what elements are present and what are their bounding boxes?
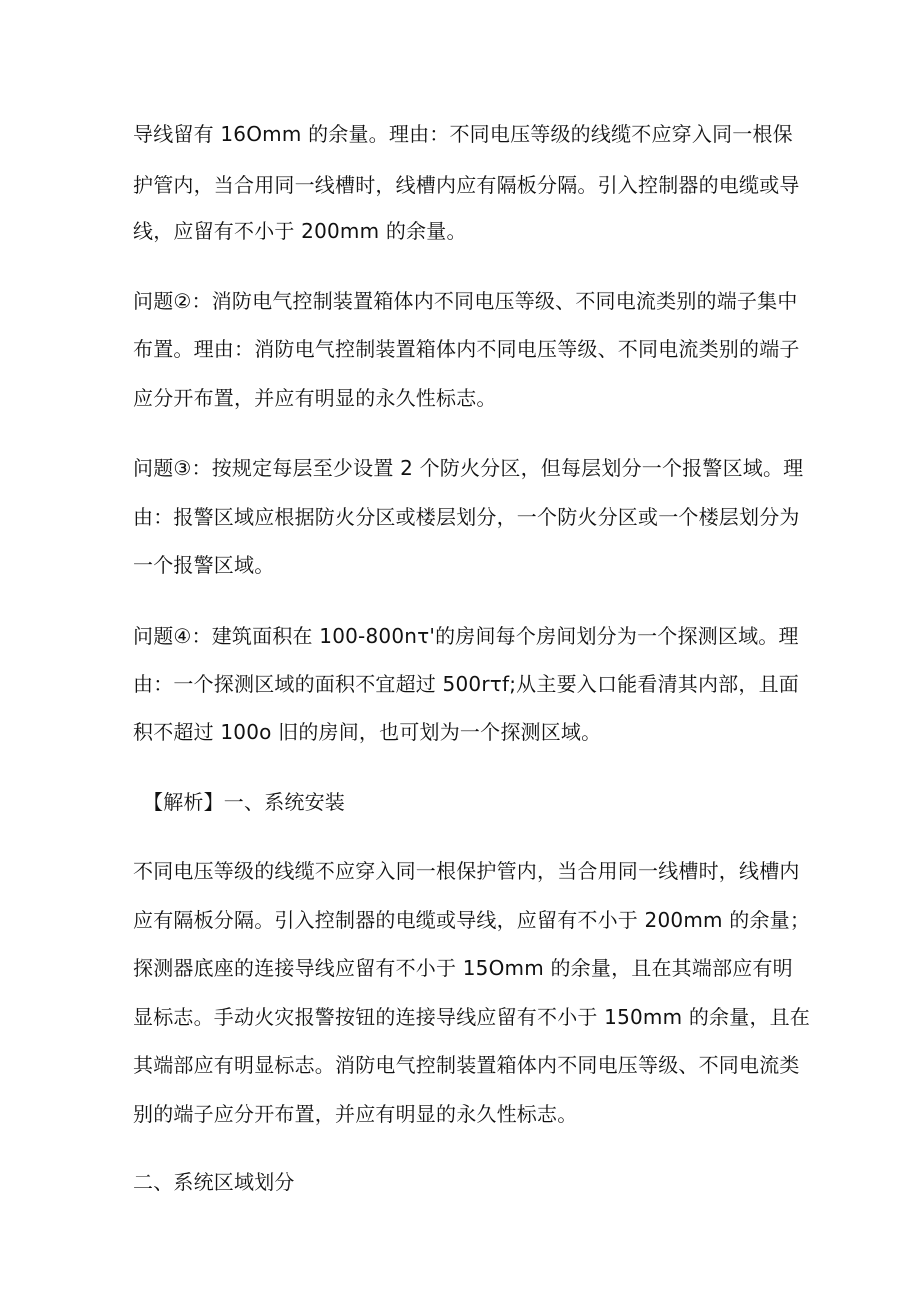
section-heading: 【解析】一、系统安装 [143, 790, 345, 814]
text-line: 其端部应有明显标志。消防电气控制装置箱体内不同电压等级、不同电流类 [133, 1053, 800, 1077]
text-line: 问题③：按规定每层至少设置 2 个防火分区，但每层划分一个报警区域。理 [133, 456, 804, 480]
text-line: 导线留有 16Omm 的余量。理由：不同电压等级的线缆不应穿入同一根保 [133, 122, 793, 146]
text-line: 积不超过 100o 旧的房间，也可划为一个探测区域。 [133, 720, 602, 744]
text-line: 由：一个探测区域的面积不宜超过 500rτf;从主要入口能看清其内部，且面 [133, 672, 799, 696]
text-line: 别的端子应分开布置，并应有明显的永久性标志。 [133, 1102, 578, 1126]
text-line: 显标志。手动火灾报警按钮的连接导线应留有不小于 150mm 的余量，且在 [133, 1005, 811, 1029]
section-heading: 二、系统区域划分 [133, 1170, 295, 1194]
text-line: 由：报警区域应根据防火分区或楼层划分，一个防火分区或一个楼层划分为 [133, 505, 800, 529]
text-line: 应分开布置，并应有明显的永久性标志。 [133, 386, 497, 410]
text-line: 布置。理由：消防电气控制装置箱体内不同电压等级、不同电流类别的端子 [133, 337, 800, 361]
text-line: 探测器底座的连接导线应留有不小于 15Omm 的余量，且在其端部应有明 [133, 956, 793, 980]
text-line: 问题②：消防电气控制装置箱体内不同电压等级、不同电流类别的端子集中 [133, 289, 798, 313]
text-line: 问题④：建筑面积在 100-800nτ'的房间每个房间划分为一个探测区域。理 [133, 624, 799, 648]
text-line: 应有隔板分隔。引入控制器的电缆或导线，应留有不小于 200mm 的余量； [133, 908, 811, 932]
text-line: 一个报警区域。 [133, 553, 275, 577]
text-line: 不同电压等级的线缆不应穿入同一根保护管内，当合用同一线槽时，线槽内 [133, 859, 800, 883]
text-line: 护管内，当合用同一线槽时，线槽内应有隔板分隔。引入控制器的电缆或导 [133, 173, 800, 197]
text-line: 线，应留有不小于 200mm 的余量。 [133, 219, 467, 243]
